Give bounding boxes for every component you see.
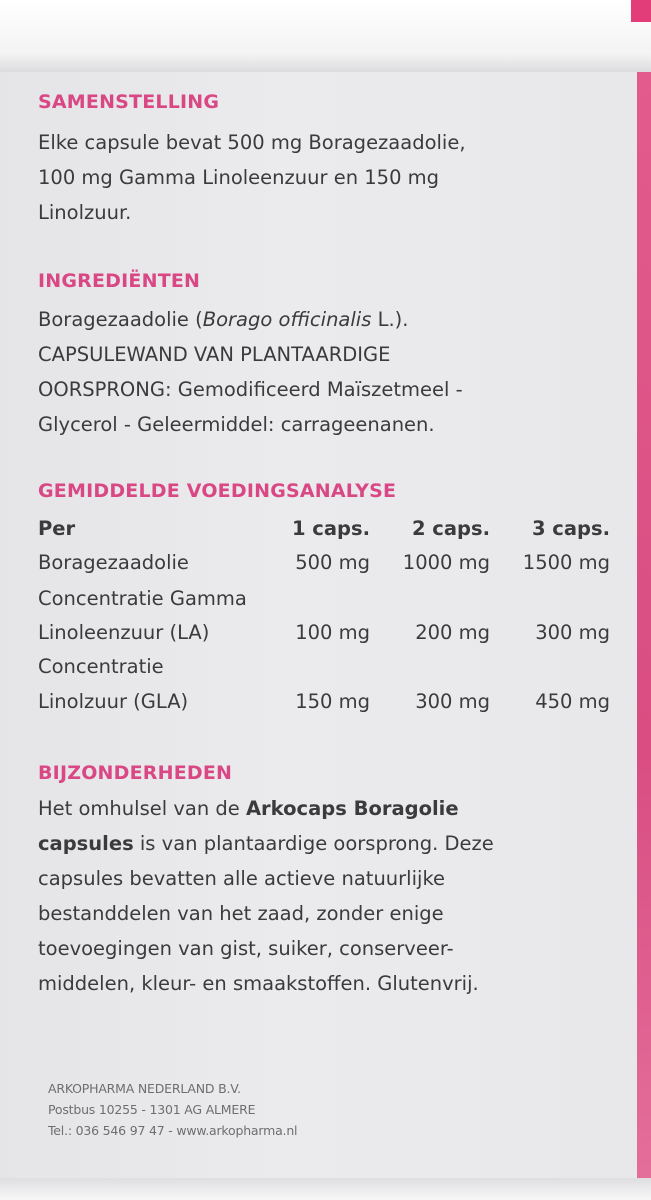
table-cell: 150 mg bbox=[295, 690, 370, 713]
table-cell: 100 mg bbox=[295, 621, 370, 644]
ingredienten-line: Glycerol - Geleermiddel: carrageenanen. bbox=[38, 413, 435, 436]
bijzonderheden-line bbox=[38, 791, 494, 826]
bijzonderheden-line: bestanddelen van het zaad, zonder enige bbox=[38, 902, 444, 925]
voedingsanalyse-heading: GEMIDDELDE VOEDINGSANALYSE bbox=[38, 480, 397, 502]
bijzonderheden-line bbox=[38, 826, 494, 861]
samenstelling-heading: SAMENSTELLING bbox=[38, 91, 220, 113]
table-row bbox=[38, 685, 610, 719]
bijzonderheden-line: capsules bevatten alle actieve natuurlijke bbox=[38, 867, 446, 890]
ingredient-name: Boragezaadolie ( bbox=[38, 308, 203, 331]
package-bottom-edge bbox=[0, 1178, 651, 1200]
ingredienten-heading: INGREDIËNTEN bbox=[38, 270, 201, 292]
table-cell: 1500 mg bbox=[522, 551, 610, 574]
table-cell: 300 mg bbox=[535, 621, 610, 644]
bijzonderheden-heading: BIJZONDERHEDEN bbox=[38, 762, 233, 784]
table-cell: 500 mg bbox=[295, 551, 370, 574]
samenstelling-line: Elke capsule bevat 500 mg Boragezaadolie, bbox=[38, 131, 466, 154]
footer-line: Tel.: 036 546 97 47 - www.arkopharma.nl bbox=[48, 1123, 298, 1138]
footer-line: ARKOPHARMA NEDERLAND B.V. bbox=[48, 1081, 241, 1096]
footer-line: Postbus 10255 - 1301 AG ALMERE bbox=[48, 1102, 256, 1117]
table-cell: 200 mg bbox=[415, 621, 490, 644]
column-header: Per bbox=[38, 517, 76, 540]
table-row bbox=[38, 616, 610, 650]
ingredienten-line: CAPSULEWAND VAN PLANTAARDIGE bbox=[38, 343, 391, 366]
bijzonderheden-line: middelen, kleur- en smaakstoffen. Glutenvrij. bbox=[38, 972, 479, 995]
ingredienten-line bbox=[38, 302, 463, 337]
table-cell: Boragezaadolie bbox=[38, 551, 189, 574]
samenstelling-line: 100 mg Gamma Linoleenzuur en 150 mg bbox=[38, 166, 440, 189]
column-header: 2 caps. bbox=[411, 517, 490, 540]
latin-suffix: L.). bbox=[371, 308, 409, 331]
package-top-edge bbox=[0, 0, 651, 72]
bijzonderheden-text bbox=[38, 791, 494, 1001]
table-cell: 1000 mg bbox=[402, 551, 490, 574]
ingredienten-line: OORSPRONG: Gemodificeerd Maïszetmeel - bbox=[38, 378, 463, 401]
product-name: capsules bbox=[38, 832, 134, 855]
samenstelling-text bbox=[38, 125, 466, 230]
ingredienten-text bbox=[38, 302, 463, 442]
column-header: 1 caps. bbox=[291, 517, 370, 540]
table-cell: Linoleenzuur (LA) bbox=[38, 621, 210, 644]
table-row bbox=[38, 546, 610, 580]
latin-name: Borago officinalis bbox=[202, 308, 372, 331]
table-cell: Concentratie Gamma bbox=[38, 587, 247, 610]
table-cell: 450 mg bbox=[535, 690, 610, 713]
column-header: 3 caps. bbox=[531, 517, 610, 540]
table-row bbox=[38, 582, 610, 616]
table-cell: Linolzuur (GLA) bbox=[38, 690, 189, 713]
nutrition-table-header bbox=[38, 512, 610, 546]
product-name: Arkocaps Boragolie bbox=[245, 797, 459, 820]
pink-side-strip bbox=[637, 72, 651, 1200]
company-address bbox=[48, 1078, 297, 1141]
pink-corner-strip bbox=[631, 0, 651, 22]
samenstelling-line: Linolzuur. bbox=[38, 201, 132, 224]
table-cell: Concentratie bbox=[38, 655, 164, 678]
text-run: Het omhulsel van de bbox=[38, 797, 246, 820]
text-run: is van plantaardige oorsprong. Deze bbox=[133, 832, 494, 855]
table-cell: 300 mg bbox=[415, 690, 490, 713]
bijzonderheden-line: toevoegingen van gist, suiker, conserveer- bbox=[38, 937, 454, 960]
table-row bbox=[38, 650, 610, 684]
